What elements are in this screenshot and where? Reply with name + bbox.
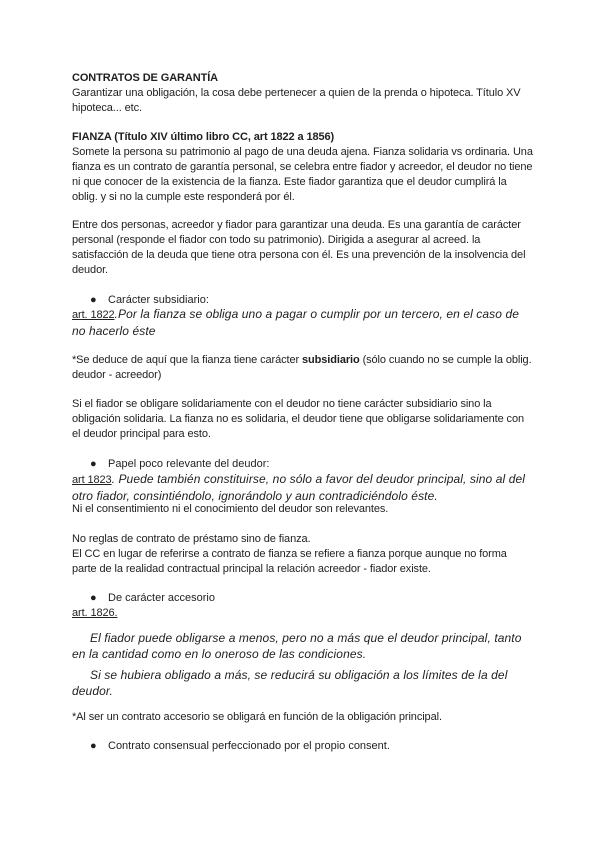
papel-line: Ni el consentimiento ni el conocimiento del deudor son relevantes. [72,503,389,515]
papel-paragraph-1: No reglas de contrato de préstamo sino de fianza. [72,533,311,545]
art-1826-quote-2: Si se hubiera obligado a más, se reducirá su obligación a los límites de la del deudor. [72,668,508,698]
art-1826-ref-line [72,606,534,621]
bullet-consensual [90,739,390,754]
fianza-title: FIANZA (Título XIV último libro CC, art 1822 a 1856) [72,131,335,143]
art-1826-quote-1: El fiador puede obligarse a menos, pero no a más que el deudor principal, tanto en la cantidad como en lo oneroso de las condiciones. [72,631,522,661]
bullet-subsidiario-label: Carácter subsidiario: [108,294,209,306]
art-1826-ref: art. 1826. [72,607,118,619]
art-1822-ref: art. 1822 [72,309,115,321]
papel-paragraph-2: El CC en lugar de referirse a contrato de fianza se refiere a fianza porque aunque no forma parte de la realidad contractual principal la relación acreedor - fiador existe. [72,548,507,575]
bullet-icon: ● [90,592,97,604]
accesorio-note: *Al ser un contrato accesorio se obligará en función de la obligación principal. [72,711,442,723]
art-1822-text: .Por la fianza se obliga uno a pagar o cumplir por un tercero, en el caso de no hacerlo éste [72,307,520,338]
fianza-paragraph-2: Entre dos personas, acreedor y fiador para garantizar una deuda. Es una garantía de carácter personal (responde el fiador con todo su patrimonio). Dirigida a asegurar al acreed. la satisfacción de la deuda que tiene otra persona con él. Es una prevención de la insolvencia del deudor. [72,219,526,276]
contratos-intro: Garantizar una obligación, la cosa debe pertenecer a quien de la prenda o hipoteca. Título XV hipoteca... etc. [72,87,521,114]
contratos-title: CONTRATOS DE GARANTÍA [72,72,218,84]
bullet-accesorio [90,591,215,606]
bullet-accesorio-label: De carácter accesorio [108,592,215,604]
art-1822-quote [72,306,534,339]
art-1823-ref: art 1823 [72,474,112,486]
bullet-papel [90,457,269,472]
subsidiario-paragraph: Si el fiador se obligare solidariamente con el deudor no tiene carácter subsidiario sino la obligación solidaria. La fianza no es solidaria, el deudor tiene que obligarse solidariamente con el deudor principal para esto. [72,398,524,440]
art-1823-quote [72,471,534,504]
bullet-icon: ● [90,740,97,752]
subsidiario-note-end: (sólo cuando no se cumple la oblig. deudor - acreedor) [72,354,532,381]
bullet-consensual-label: Contrato consensual perfeccionado por el propio consent. [108,740,390,752]
subsidiario-note [72,353,534,383]
subsidiario-note-bold: subsidiario [302,354,360,366]
subsidiario-note-start: *Se deduce de aquí que la fianza tiene carácter [72,354,303,366]
bullet-icon: ● [90,294,97,306]
bullet-papel-label: Papel poco relevante del deudor: [108,458,270,470]
art-1823-text: . Puede también constituirse, no sólo a favor del deudor principal, sino al del otro fiador, consintiéndolo, ignorándolo y aun contradiciéndolo éste. [72,472,526,503]
bullet-icon: ● [90,458,97,470]
fianza-paragraph-1: Somete la persona su patrimonio al pago de una deuda ajena. Fianza solidaria vs ordinaria. Una fianza es un contrato de garantía personal, se celebra entre fiador y acreedor, el deudor no tiene ni que conocer de la existencia de la fianza. Este fiador garantiza que el deudor cumplirá la oblig. y si no la cumple este responderá por él. [72,146,533,203]
